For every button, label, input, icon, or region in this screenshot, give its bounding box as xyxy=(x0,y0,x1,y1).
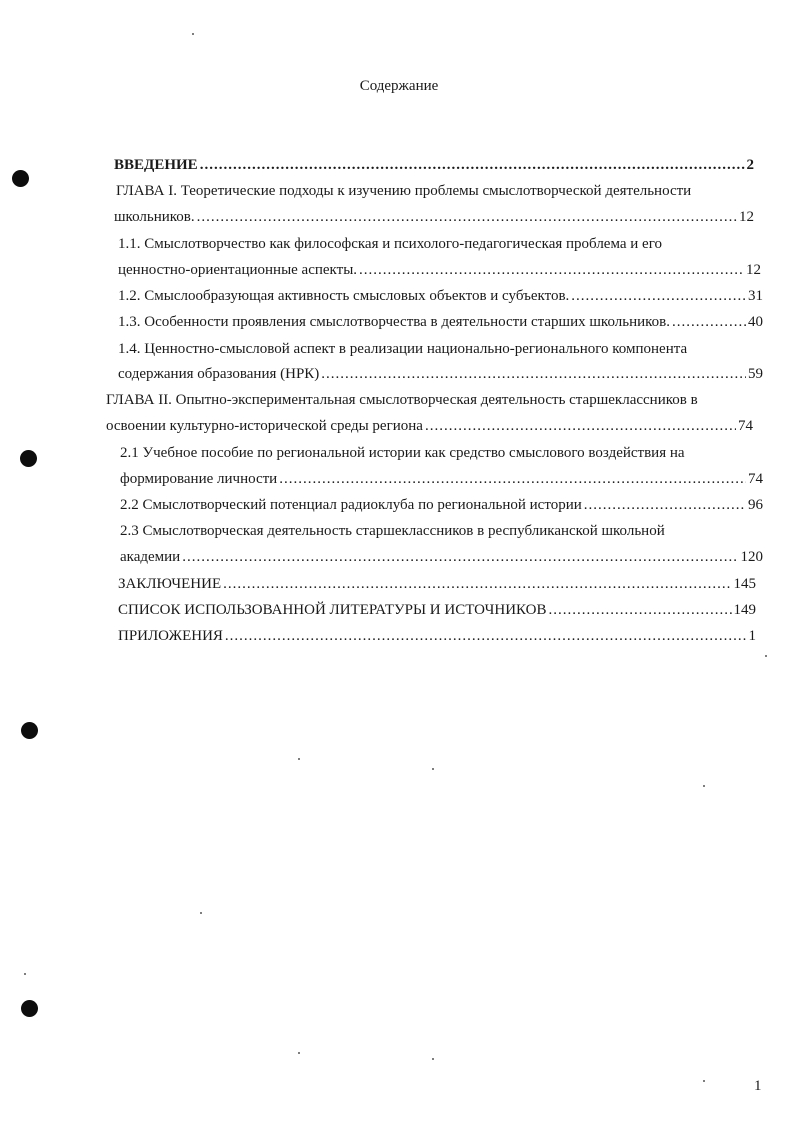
toc-entry-page: 31 xyxy=(748,288,763,304)
toc-entry-s11[interactable] xyxy=(118,260,761,280)
toc-entry-s14-line1[interactable]: 1.4. Ценностно-смысловой аспект в реализации национально-регионального компонента xyxy=(118,341,688,357)
toc-entry-page: 40 xyxy=(748,314,763,330)
toc-entry-label: ценностно-ориентационные аспекты. xyxy=(118,262,358,278)
toc-entry-label: ВВЕДЕНИЕ xyxy=(114,157,198,173)
scan-speck xyxy=(200,912,202,914)
toc-entry-page: 12 xyxy=(746,262,761,278)
toc-entry-page: 1 xyxy=(748,628,756,644)
toc-entry-page: 2 xyxy=(746,157,754,173)
toc-entry-appendices[interactable] xyxy=(118,626,756,646)
toc-entry-label: ПРИЛОЖЕНИЯ xyxy=(118,628,223,644)
toc-entry-label: формирование личности xyxy=(120,471,278,487)
toc-entry-page: 12 xyxy=(739,209,754,225)
dot-leader xyxy=(182,547,738,567)
scan-speck xyxy=(765,655,767,657)
dot-leader xyxy=(279,469,746,489)
scan-speck xyxy=(432,1058,434,1060)
scan-speck xyxy=(298,1052,300,1054)
toc-entry-label: содержания образования (НРК) xyxy=(118,366,320,382)
toc-entry-s23-line1[interactable]: 2.3 Смыслотворческая деятельность старшеклассников в республиканской школьной xyxy=(120,523,665,539)
punch-hole xyxy=(21,1000,38,1017)
punch-hole xyxy=(21,722,38,739)
dot-leader xyxy=(225,626,747,646)
dot-leader xyxy=(197,207,737,227)
toc-entry-page: 59 xyxy=(748,366,763,382)
dot-leader xyxy=(321,364,746,384)
toc-entry-page: 96 xyxy=(748,497,763,513)
toc-entry-s22[interactable] xyxy=(120,495,763,515)
dot-leader xyxy=(571,286,746,306)
toc-entry-page: 149 xyxy=(733,602,756,618)
toc-entry-page: 120 xyxy=(740,549,763,565)
dot-leader xyxy=(359,260,744,280)
toc-entry-label: 2.2 Смыслотворческий потенциал радиоклуба по региональной истории xyxy=(120,497,582,513)
scan-speck xyxy=(703,1080,705,1082)
toc-entry-ch1[interactable] xyxy=(114,207,754,227)
toc-entry-label: ЗАКЛЮЧЕНИЕ xyxy=(118,576,222,592)
toc-entry-page: 145 xyxy=(733,576,756,592)
toc-entry-ch2[interactable] xyxy=(106,416,753,436)
scan-speck xyxy=(703,785,705,787)
scan-speck xyxy=(432,768,434,770)
toc-entry-ch2-line1[interactable]: ГЛАВА II. Опытно-экспериментальная смыслотворческая деятельность старшеклассников в xyxy=(106,392,698,408)
toc-entry-label: освоении культурно-исторической среды региона xyxy=(106,418,423,434)
dot-leader xyxy=(425,416,736,436)
scan-speck xyxy=(24,973,26,975)
toc-entry-s11-line1[interactable]: 1.1. Смыслотворчество как философская и психолого-педагогическая проблема и его xyxy=(118,236,662,252)
toc-entry-s12[interactable] xyxy=(118,286,763,306)
toc-entry-page: 74 xyxy=(738,418,753,434)
page-number: 1 xyxy=(754,1078,762,1094)
dot-leader xyxy=(223,574,731,594)
dot-leader xyxy=(672,312,746,332)
toc-entry-s23[interactable] xyxy=(120,547,763,567)
toc-entry-label: академии xyxy=(120,549,181,565)
punch-hole xyxy=(20,450,37,467)
toc-entry-ch1-line1[interactable]: ГЛАВА I. Теоретические подходы к изучению проблемы смыслотворческой деятельности xyxy=(116,183,692,199)
scan-speck xyxy=(298,758,300,760)
toc-entry-references[interactable] xyxy=(118,600,756,620)
toc-entry-s14[interactable] xyxy=(118,364,763,384)
punch-hole xyxy=(12,170,29,187)
toc-entry-s21[interactable] xyxy=(120,469,763,489)
toc-entry-label: 1.2. Смыслообразующая активность смысловых объектов и субъектов. xyxy=(118,288,570,304)
toc-entry-page: 74 xyxy=(748,471,763,487)
dot-leader xyxy=(584,495,746,515)
toc-entry-intro[interactable] xyxy=(114,155,754,175)
toc-entry-conclusion[interactable] xyxy=(118,574,756,594)
toc-entry-label: СПИСОК ИСПОЛЬЗОВАННОЙ ЛИТЕРАТУРЫ И ИСТОЧНИКОВ xyxy=(118,602,547,618)
toc-entry-s13[interactable] xyxy=(118,312,763,332)
dot-leader xyxy=(549,600,732,620)
toc-entry-label: школьников. xyxy=(114,209,195,225)
page-title: Содержание xyxy=(359,78,439,94)
scan-speck xyxy=(192,33,194,35)
dot-leader xyxy=(200,155,745,175)
toc-entry-s21-line1[interactable]: 2.1 Учебное пособие по региональной истории как средство смыслового воздействия на xyxy=(120,445,685,461)
toc-entry-label: 1.3. Особенности проявления смыслотворчества в деятельности старших школьников. xyxy=(118,314,670,330)
